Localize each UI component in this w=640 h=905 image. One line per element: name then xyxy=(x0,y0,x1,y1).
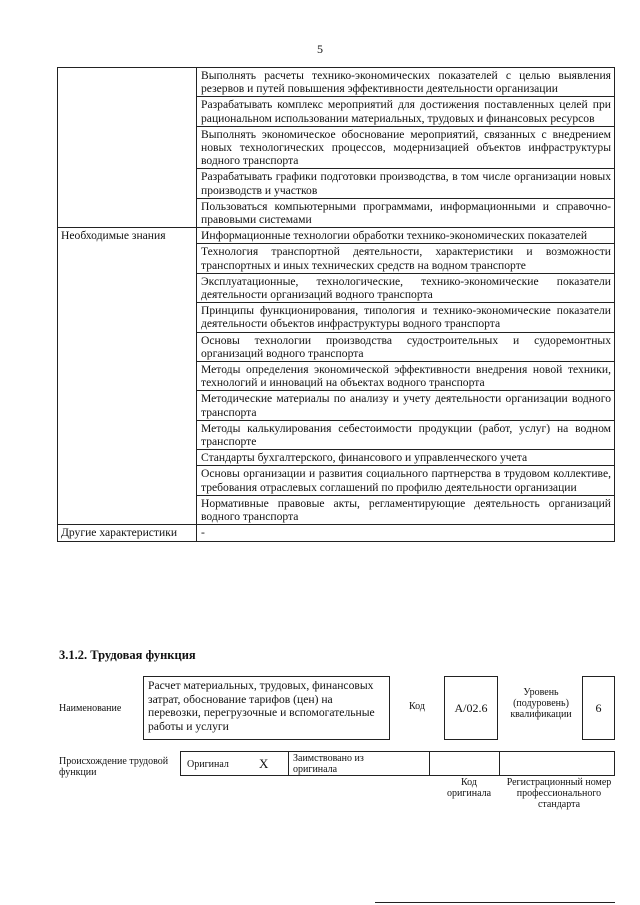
borrowed-label: Заимствовано из оригинала xyxy=(293,753,364,775)
origin-label: Происхождение трудовой функции xyxy=(59,756,169,778)
level-value-box: 6 xyxy=(582,676,615,740)
table-cell-text: Нормативные правовые акты, регламентирующие деятельность организаций водного транспорта xyxy=(197,495,615,524)
table-cell-text: Основы организации и развития социального партнерства в трудовом коллективе, требования отраслевых соглашений по профилю деятельности организации xyxy=(197,466,615,495)
page-number: 5 xyxy=(317,42,323,56)
skills-label-cell xyxy=(58,68,197,228)
table-row xyxy=(58,68,615,97)
origin-divider-1 xyxy=(288,752,289,775)
table-cell-text: Эксплуатационные, технологические, технико-экономические показатели деятельности организаций водного транспорта xyxy=(197,273,615,302)
function-name-box: Расчет материальных, трудовых, финансовых затрат, обоснование тарифов (цен) на перевозки, перегрузочные и вспомогательные работы и услуги xyxy=(143,676,390,740)
table-cell-text: Выполнять экономическое обоснование мероприятий, связанных с внедрением новых технологических процессов, модернизацией объектов инфраструктуры водного транспорта xyxy=(197,126,615,169)
code-label: Код xyxy=(409,701,425,712)
table-cell-text: Стандарты бухгалтерского, финансового и управленческого учета xyxy=(197,450,615,466)
origin-divider-2 xyxy=(429,752,430,775)
table-cell-text: Методы определения экономической эффективности внедрения новой техники, технологий и инноваций на объектах водного транспорта xyxy=(197,362,615,391)
table-cell-text: Основы технологии производства судостроительных и судоремонтных организаций водного транспорта xyxy=(197,332,615,361)
origin-divider-3 xyxy=(499,752,500,775)
table-cell-text: Разрабатывать графики подготовки производства, в том числе организации новых производств и участков xyxy=(197,169,615,198)
name-label: Наименование xyxy=(59,703,122,714)
table-cell-text: Технология транспортной деятельности, характеристики и возможности транспортных и иных технических средств на водном транспорте xyxy=(197,244,615,273)
table-cell-text: Разрабатывать комплекс мероприятий для достижения поставленных целей при рациональном использовании материальных, трудовых и финансовых ресурсов xyxy=(197,97,615,126)
table-row xyxy=(58,525,615,541)
table-cell-text: Выполнять расчеты технико-экономических показателей с целью выявления резервов и путей повышения эффективности деятельности организации xyxy=(197,68,615,97)
footer-rule xyxy=(375,902,615,903)
reg-number-label: Регистрационный номер профессионального стандарта xyxy=(506,777,612,810)
table-row xyxy=(58,228,615,244)
table-cell-text: Методы калькулирования себестоимости продукции (работ, услуг) на водном транспорте xyxy=(197,420,615,449)
original-label: Оригинал xyxy=(187,759,229,770)
knowledge-label-cell: Необходимые знания xyxy=(58,228,197,525)
table-cell-text: Пользоваться компьютерными программами, информационными и справочно-правовыми системами xyxy=(197,198,615,227)
code-value-box: А/02.6 xyxy=(444,676,498,740)
table-cell-text: Принципы функционирования, типология и технико-экономические показатели деятельности объектов инфраструктуры водного транспорта xyxy=(197,303,615,332)
level-label: Уровень (подуровень) квалификации xyxy=(510,687,572,720)
other-label-cell: Другие характеристики xyxy=(58,525,197,541)
table-cell-text: Методические материалы по анализу и учету деятельности организации водного транспорта xyxy=(197,391,615,420)
section-heading: 3.1.2. Трудовая функция xyxy=(59,648,196,662)
table-cell-text: Информационные технологии обработки технико-экономических показателей xyxy=(197,228,615,244)
origin-row xyxy=(180,751,615,776)
origin-code-label: Код оригинала xyxy=(446,777,492,799)
skills-knowledge-table xyxy=(57,67,615,542)
table-cell-text: - xyxy=(197,525,615,541)
original-mark: X xyxy=(259,756,269,771)
